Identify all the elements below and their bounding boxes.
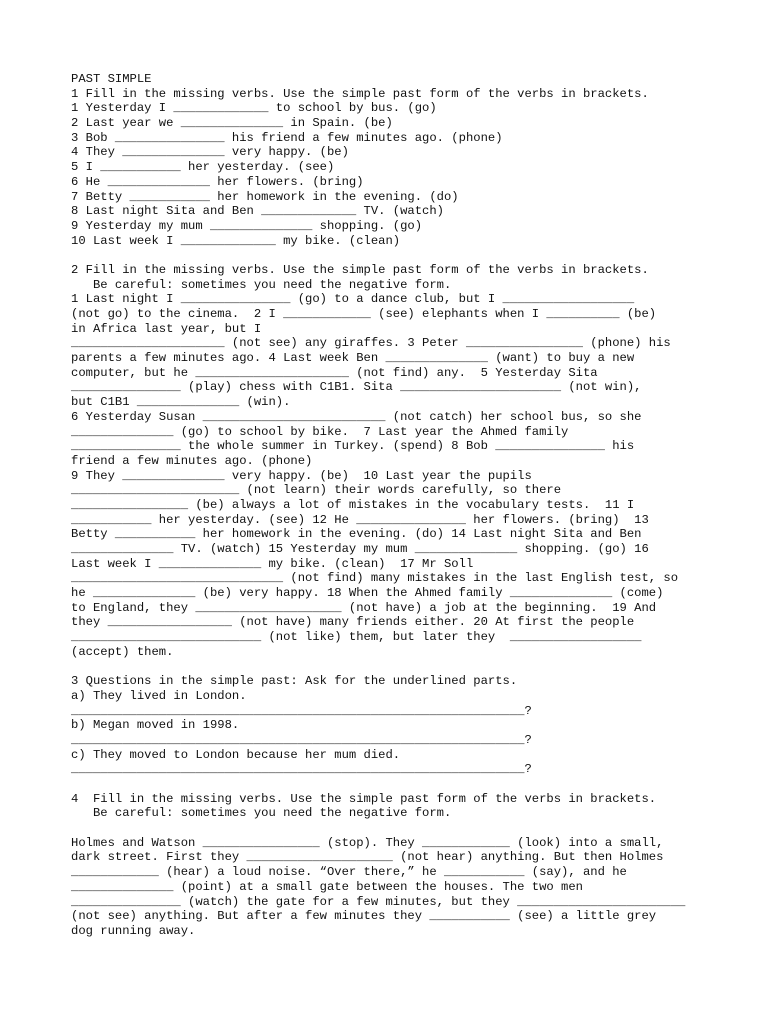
exercise-2-line: ________________ (be) always a lot of mistakes in the vocabulary tests. 11 I [71,497,635,512]
exercise-2-line: in Africa last year, but I [71,321,262,336]
exercise-2-line: _____________________________ (not find) many mistakes in the last English test, so [71,571,679,586]
exercise-3-answer-line: ______________________________________________________________? [71,703,532,718]
exercise-2-line: to England, they ____________________ (not have) a job at the beginning. 19 And [71,600,657,615]
exercise-2-line: he ______________ (be) very happy. 18 When the Ahmed family ______________ (come) [71,586,664,601]
exercise-1 [71,87,711,249]
section-spacer [71,777,711,792]
exercise-4-instruction: Be careful: sometimes you need the negative form. [71,806,452,821]
exercise-2-line: (accept) them. [71,644,174,659]
exercise-4-text-line: dark street. First they ____________________ (not hear) anything. But then Holmes [71,850,664,865]
exercise-4-text-line: ______________ (point) at a small gate between the houses. The two men [71,879,583,894]
exercise-4-text-line: ____________ (hear) a loud noise. “Over there,” he ___________ (say), and he [71,865,627,880]
exercise-1-instruction: 1 Fill in the missing verbs. Use the simple past form of the verbs in brackets. [71,86,649,101]
exercise-2-line: _______________ (play) chess with C1B1. Sita ______________________ (not win), [71,380,642,395]
exercise-2-line: _______________ the whole summer in Turkey. (spend) 8 Bob _______________ his [71,439,635,454]
exercise-2-line: 1 Last night I _______________ (go) to a dance club, but I __________________ [71,292,635,307]
exercise-2-line: computer, but he _____________________ (not find) any. 5 Yesterday Sita [71,365,598,380]
exercise-2-line: __________________________ (not like) them, but later they __________________ [71,630,642,645]
worksheet-title: PAST SIMPLE [71,72,152,86]
exercise-3-instruction: 3 Questions in the simple past: Ask for the underlined parts. [71,674,518,689]
section-spacer [71,821,711,836]
exercise-2-line: Betty ___________ her homework in the evening. (do) 14 Last night Sita and Ben [71,527,642,542]
exercise-4-text-line: _______________ (watch) the gate for a few minutes, but they _______________________ [71,894,686,909]
exercise-2-line: friend a few minutes ago. (phone) [71,453,313,468]
exercise-1-item: 2 Last year we ______________ in Spain. (be) [71,116,393,131]
exercise-2-line: _____________________ (not see) any giraffes. 3 Peter ________________ (phone) his [71,336,671,351]
exercise-1-item: 7 Betty ___________ her homework in the evening. (do) [71,189,459,204]
exercise-2-line: ______________ TV. (watch) 15 Yesterday my mum ______________ shopping. (go) 16 [71,542,649,556]
exercise-2-line: ___________ her yesterday. (see) 12 He _______________ her flowers. (bring) 13 [71,512,649,527]
exercise-1-item: 4 They ______________ very happy. (be) [71,145,349,160]
exercise-2 [71,263,711,660]
section-spacer [71,248,711,263]
worksheet-page [71,72,711,939]
exercise-2-line: 6 Yesterday Susan _________________________ (not catch) her school bus, so she [71,409,642,424]
exercise-4-text-line: (not see) anything. But after a few minutes they ___________ (see) a little grey [71,909,657,924]
exercise-3 [71,674,711,777]
exercise-4-text-line: Holmes and Watson ________________ (stop). They ____________ (look) into a small, [71,835,664,850]
exercise-2-line: parents a few minutes ago. 4 Last week Ben ______________ (want) to buy a new [71,351,635,366]
exercise-3-sentence: b) Megan moved in 1998. [71,718,240,733]
exercise-4-text-line: dog running away. [71,923,196,938]
exercise-1-item: 9 Yesterday my mum ______________ shopping. (go) [71,218,423,233]
exercise-3-answer-line: ______________________________________________________________? [71,732,532,747]
exercise-2-line: Last week I ______________ my bike. (clean) 17 Mr Soll [71,556,474,571]
section-spacer [71,660,711,675]
exercise-3-sentence: a) They lived in London. [71,688,247,703]
exercise-1-item: 3 Bob _______________ his friend a few minutes ago. (phone) [71,130,503,145]
exercise-1-item: 10 Last week I _____________ my bike. (clean) [71,233,401,248]
exercise-3-answer-line: ______________________________________________________________? [71,762,532,777]
exercise-2-line: but C1B1 ______________ (win). [71,395,291,410]
exercise-2-line: 2 Fill in the missing verbs. Use the simple past form of the verbs in brackets. [71,262,649,277]
exercise-4-instruction: 4 Fill in the missing verbs. Use the simple past form of the verbs in brackets. [71,791,657,806]
exercise-2-line: _______________________ (not learn) their words carefully, so there [71,483,562,498]
exercise-1-item: 6 He ______________ her flowers. (bring) [71,174,364,189]
exercise-2-line: 9 They ______________ very happy. (be) 10 Last year the pupils [71,468,532,483]
exercise-2-line: they _________________ (not have) many friends either. 20 At first the people [71,615,635,630]
exercise-1-item: 5 I ___________ her yesterday. (see) [71,160,335,175]
exercise-3-sentence: c) They moved to London because her mum died. [71,747,401,762]
exercise-2-line: Be careful: sometimes you need the negative form. [71,277,452,292]
exercise-2-line: ______________ (go) to school by bike. 7 Last year the Ahmed family [71,424,569,439]
exercise-2-line: (not go) to the cinema. 2 I ____________ (see) elephants when I __________ (be) [71,307,657,321]
exercise-1-item: 8 Last night Sita and Ben _____________ TV. (watch) [71,204,444,219]
exercise-1-item: 1 Yesterday I _____________ to school by bus. (go) [71,101,437,116]
exercise-4 [71,792,711,939]
